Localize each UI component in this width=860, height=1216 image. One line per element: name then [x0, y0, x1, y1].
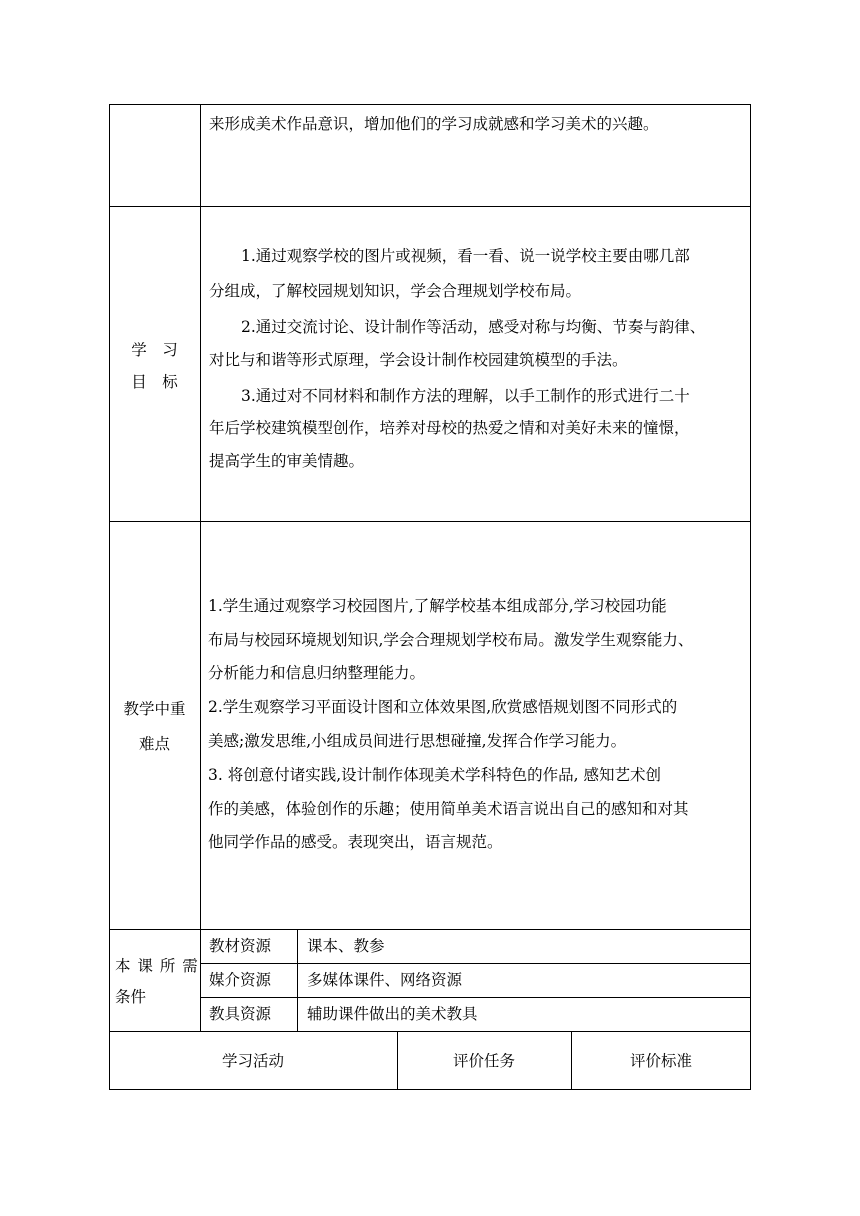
row-divider: [200, 963, 751, 964]
resource-value: 课本、教参: [307, 937, 385, 955]
objectives-label-line1: 学 习: [131, 341, 178, 359]
objectives-label-line2: 目 标: [131, 373, 178, 391]
key-points-line: 美感;激发思维,小组成员间进行思想碰撞,发挥合作学习能力。: [208, 732, 627, 750]
objectives-line: 提高学生的审美情趣。: [209, 452, 365, 470]
row-divider: [109, 1031, 751, 1032]
key-points-label-line1: 教学中重: [123, 700, 186, 718]
key-points-line: 2.学生观察学习平面设计图和立体效果图,欣赏感悟规划图不同形式的: [208, 698, 678, 716]
row-divider: [109, 521, 751, 522]
column-divider: [200, 104, 201, 1031]
resource-type: 媒介资源: [209, 971, 272, 989]
key-points-line: 1.学生通过观察学习校园图片,了解学校基本组成部分,学习校园功能: [208, 597, 667, 615]
row-divider: [109, 929, 751, 930]
key-points-line: 他同学作品的感受。表现突出，语言规范。: [208, 833, 503, 851]
row-divider: [109, 206, 751, 207]
continuation-text: 来形成美术作品意识，增加他们的学习成就感和学习美术的兴趣。: [209, 115, 659, 133]
header-evaluation-task: 评价任务: [452, 1052, 515, 1070]
resource-type: 教具资源: [209, 1005, 272, 1023]
resource-type: 教材资源: [209, 937, 272, 955]
objectives-line: 1.通过观察学校的图片或视频，看一看、说一说学校主要由哪几部: [241, 247, 690, 265]
objectives-line: 分组成，了解校园规划知识，学会合理规划学校布局。: [209, 282, 582, 300]
key-points-line: 作的美感，体验创作的乐趣；使用简单美术语言说出自己的感知和对其: [208, 800, 689, 818]
objectives-line: 3.通过对不同材料和制作方法的理解，以手工制作的形式进行二十: [241, 387, 690, 405]
key-points-label-line2: 难点: [138, 735, 170, 753]
column-divider: [297, 929, 298, 1031]
objectives-line: 对比与和谐等形式原理，学会设计制作校园建筑模型的手法。: [209, 351, 628, 369]
key-points-line: 布局与校园环境规划知识,学会合理规划学校布局。激发学生观察能力、: [208, 631, 694, 649]
objectives-line: 年后学校建筑模型创作，培养对母校的热爱之情和对美好未来的憧憬，: [209, 419, 690, 437]
header-learning-activity: 学习活动: [221, 1052, 284, 1070]
objectives-line: 2.通过交流讨论、设计制作等活动，感受对称与均衡、节奏与韵律、: [241, 318, 706, 336]
key-points-line: 3. 将创意付诸实践,设计制作体现美术学科特色的作品, 感知艺术创: [208, 766, 661, 784]
resource-value: 辅助课件做出的美术教具: [307, 1005, 478, 1023]
resource-value: 多媒体课件、网络资源: [307, 971, 463, 989]
row-divider: [200, 997, 751, 998]
resources-label-line2: 条件: [115, 988, 147, 1006]
header-evaluation-standard: 评价标准: [629, 1052, 692, 1070]
resources-label-line1: 本 课 所 需: [115, 957, 199, 975]
key-points-line: 分析能力和信息归纳整理能力。: [208, 664, 426, 682]
